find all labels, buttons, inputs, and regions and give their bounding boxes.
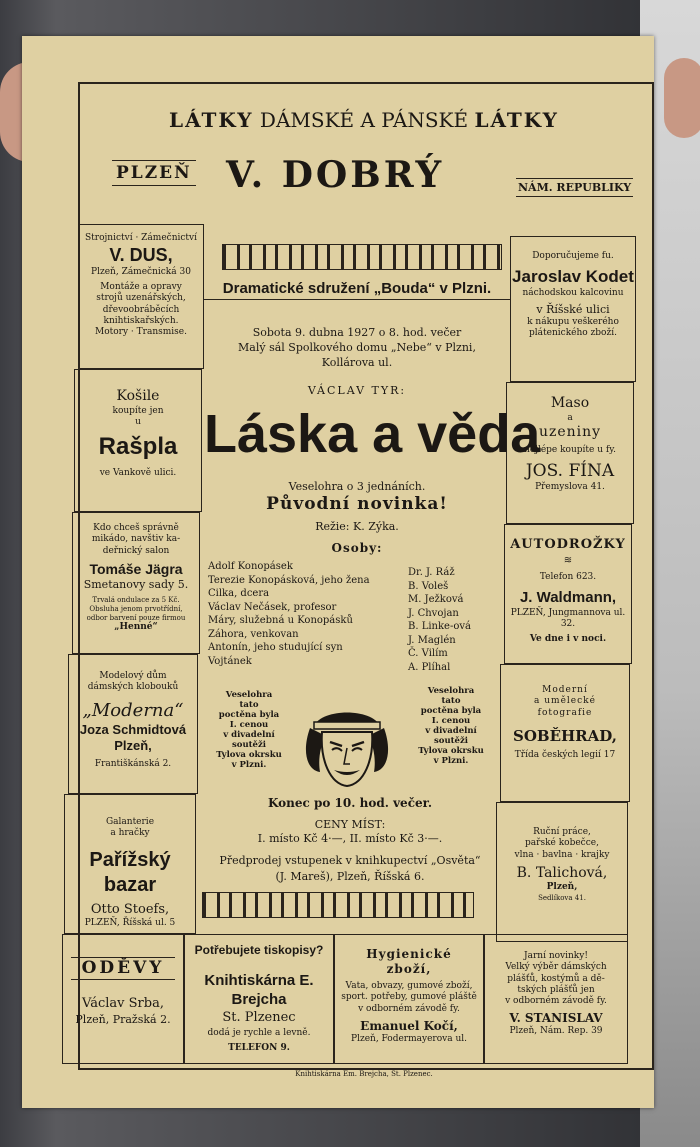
actor-item: J. Chvojan: [408, 607, 459, 619]
ad-text: PLZEŇ, Říšská ul. 5: [84, 917, 176, 928]
presale-line-1: Předprodej vstupenek v knihkupectví „Osvěta“: [219, 854, 481, 867]
ad-name: Pařížský bazar: [89, 848, 171, 896]
bottom-ornament: [202, 892, 474, 918]
play-title: Láska a věda: [204, 404, 541, 464]
ad-emanuel-koci: [334, 934, 484, 1064]
award-line: Tylova okrsku: [418, 746, 484, 756]
award-line: soutěži: [231, 740, 267, 750]
award-line: Veselohra: [225, 690, 273, 700]
ad-text: Kdo chceš správně: [93, 523, 179, 533]
ad-text: a hračky: [110, 828, 150, 839]
award-line: Tylova okrsku: [216, 750, 282, 760]
performance-street: Kollárova ul.: [321, 356, 393, 369]
ad-text: Obsluha jenom prvotřídní,: [89, 604, 183, 613]
role-item: Vojtánek: [208, 655, 252, 667]
prices: I. místo Kč 4·—, II. místo Kč 3·—.: [257, 832, 443, 845]
ad-name: JOS. FÍNA: [525, 460, 615, 481]
poster: [22, 36, 654, 1108]
ad-text: Maso: [550, 395, 590, 411]
ad-text: Moderní: [542, 685, 588, 695]
ad-v-dus: [78, 224, 204, 369]
ad-text: Košile: [116, 388, 160, 404]
ad-text: odbor barvení pouze firmou: [86, 613, 186, 622]
right-hand: [664, 58, 700, 138]
ad-text: TELEFON 9.: [228, 1043, 290, 1053]
ad-text: Plzeň, Zámečnická 30: [91, 266, 191, 277]
ad-text: ve Vankově ulici.: [99, 468, 177, 478]
role-item: Václav Nečásek, profesor: [208, 601, 337, 613]
ad-talichova: [496, 802, 628, 942]
ad-text: Montáže a opravy: [100, 282, 182, 292]
award-line: soutěži: [433, 736, 469, 746]
ad-v-stanislav: [484, 934, 628, 1064]
ad-text: pařské kobečce,: [525, 838, 599, 849]
ornament-icon: ≋: [563, 555, 573, 567]
presale-line-2: (J. Mareš), Plzeň, Říšská 6.: [275, 870, 425, 883]
award-line: v Plzni.: [231, 760, 267, 770]
printer-footer: Knihtiskárna Em. Brejcha, St. Plzenec.: [295, 1070, 433, 1078]
ad-text: Františkánská 2.: [94, 758, 172, 769]
ad-text: koupíte jen: [112, 405, 164, 416]
actor-item: Dr. J. Ráž: [408, 567, 455, 578]
ad-text: knihtiskařských.: [103, 315, 179, 326]
ad-text: sport. potřeby, gumové pláště: [341, 992, 477, 1003]
prices-title: CENY MÍST:: [314, 818, 386, 831]
ad-text: Sedlíkova 41.: [538, 893, 586, 902]
cast-actors: [408, 566, 498, 674]
ad-text: strojů uzenářských,: [96, 293, 186, 304]
ad-text: Ruční práce,: [533, 827, 591, 837]
ad-text: plátenického zboží.: [529, 327, 617, 338]
ad-raspla: [74, 369, 202, 512]
ad-text: tských plášťů jen: [517, 984, 595, 995]
play-director: Režie: K. Zýka.: [315, 520, 399, 533]
ad-jaroslav-kodet: [510, 236, 636, 382]
role-item: Cilka, dcera: [208, 588, 270, 599]
ad-text: Václav Srba,: [82, 996, 164, 1012]
ad-text: St. Plzenec: [222, 1009, 296, 1025]
role-item: Antonín, jeho studující syn: [208, 642, 343, 653]
ad-name: J. Waldmann,: [519, 589, 617, 606]
role-item: Záhora, venkovan: [208, 628, 299, 640]
ad-text: nejlépe koupíte u fy.: [524, 445, 616, 456]
ad-knihtiskarna-brejcha: [184, 934, 334, 1064]
header-fabrics-line: [78, 108, 650, 132]
ad-name: Joza Schmidtová: [79, 722, 187, 737]
ad-autodrozky: [504, 524, 632, 664]
ad-text: k nákupu veškerého: [527, 316, 619, 327]
ad-text: Plzeň, Nám. Rep. 39: [509, 1026, 603, 1037]
ad-tomas-jager: [72, 512, 200, 654]
ad-name: Potřebujete tiskopisy?: [194, 943, 324, 957]
role-item: Máry, služebná u Konopásků: [208, 615, 353, 626]
ad-text: Vata, obvazy, gumové zboží,: [345, 981, 473, 991]
ad-text: Jarní novinky!: [524, 951, 588, 961]
ad-text: dodá je rychle a levně.: [207, 1027, 311, 1038]
ad-text: mikádo, navštiv ka-: [91, 534, 181, 545]
ad-text: Přemyslova 41.: [535, 481, 605, 492]
award-line: Veselohra: [427, 686, 475, 696]
ad-text: Smetanovy sady 5.: [83, 578, 189, 592]
ad-text: uzeniny: [538, 423, 602, 440]
actor-item: A. Plíhal: [408, 661, 451, 673]
play-novelty: Původní novinka!: [266, 494, 448, 514]
award-line: v divadelní: [425, 726, 477, 736]
ad-name: zboží,: [386, 962, 432, 976]
ad-text: „Henné“: [114, 622, 158, 633]
actor-item: Č. Vilím: [408, 648, 448, 659]
ad-text: Velký výběr dámských: [505, 962, 607, 973]
cast-roles: [208, 560, 404, 668]
play-author: VÁCLAV TYR:: [307, 384, 407, 397]
header-firm: V. DOBRÝ: [226, 154, 445, 196]
ad-name: V. STANISLAV: [509, 1011, 603, 1026]
award-line: I. cenou: [431, 716, 471, 726]
award-line: v divadelní: [223, 730, 275, 740]
ad-name: Hygienické: [366, 947, 452, 961]
ad-name: Emanuel Kočí,: [360, 1018, 458, 1033]
ad-text: v Říšské ulici: [536, 302, 610, 316]
award-line: poctěna byla: [420, 706, 482, 716]
ad-text: v odborném závodě fy.: [505, 996, 607, 1006]
ad-text: Plzeň, Pražská 2.: [75, 1012, 171, 1026]
ad-text: Plzeň,: [114, 738, 152, 754]
award-line: I. cenou: [229, 720, 269, 730]
actor-item: B. Linke-ová: [408, 621, 471, 632]
ad-text: Strojnictví · Zámečnictví: [85, 233, 197, 243]
award-right: [406, 686, 496, 766]
ad-name: Knihtiskárna E. Brejcha: [204, 972, 314, 1008]
ad-sobehrad: [500, 664, 630, 802]
latky-left: LÁTKY: [169, 108, 254, 132]
ad-text: a umělecké: [534, 696, 596, 707]
end-time: Konec po 10. hod. večer.: [267, 796, 433, 810]
play-genre: Veselohra o 3 jednáních.: [288, 480, 426, 493]
actor-item: J. Maglén: [408, 634, 456, 646]
ad-name: Rašpla: [98, 433, 178, 460]
damske-panske: DÁMSKÉ A PÁNSKÉ: [259, 108, 469, 132]
ad-name: SOBĚHRAD,: [513, 726, 617, 745]
ad-name: AUTODROŽKY: [510, 537, 626, 552]
ad-text: Ve dne i v noci.: [529, 634, 607, 645]
award-left: [204, 690, 294, 770]
ad-text: Doporučujeme fu.: [532, 251, 614, 261]
ad-text: v odborném závodě fy.: [358, 1003, 460, 1014]
ad-text: fotografie: [537, 707, 593, 718]
ad-text: Modelový dům: [99, 671, 167, 681]
header-square: NÁM. REPUBLIKY: [516, 178, 633, 197]
performance-venue: Malý sál Spolkového domu „Nebe“ v Plzni,: [238, 341, 476, 354]
award-line: tato: [239, 700, 259, 710]
performance-date: Sobota 9. dubna 1927 o 8. hod. večer: [252, 326, 462, 339]
persons-heading: Osoby:: [331, 541, 383, 555]
ad-text: Otto Stoefs,: [90, 901, 170, 917]
ad-text: Galanterie: [105, 817, 155, 827]
ad-text: Třída českých legií 17: [514, 749, 616, 760]
theatre-mask-icon: [292, 700, 402, 790]
ad-text: vlna · bavlna · krajky: [514, 849, 610, 860]
ad-text: Telefon 623.: [539, 571, 597, 582]
ad-text: a: [567, 412, 573, 423]
role-item: Adolf Konopásek: [208, 561, 293, 572]
role-item: Terezie Konopásková, jeho žena: [208, 574, 370, 586]
ad-moderna: [68, 654, 198, 794]
ad-parizsky-bazar: [64, 794, 196, 934]
ad-text: Motory · Transmise.: [95, 327, 187, 337]
ad-text: Plzeň, Fodermayerova ul.: [351, 1033, 467, 1044]
ad-text: náchodskou kalcovinu: [522, 287, 624, 298]
award-line: v Plzni.: [433, 756, 469, 766]
ad-text: u: [135, 416, 141, 427]
ad-text: deřnický salon: [102, 545, 170, 556]
ad-text: Plzeň,: [546, 882, 578, 893]
ad-odevy: [62, 934, 184, 1064]
ad-text: plášťů, kostýmů a dě-: [507, 973, 605, 984]
ad-name: Tomáše Jägra: [89, 560, 183, 577]
actor-item: M. Ježková: [408, 594, 464, 605]
society-title: Dramatické sdružení „Bouda“ v Plzni.: [204, 280, 510, 300]
ad-text: dřevoobráběcích: [102, 304, 180, 315]
ad-name: ODĚVY: [71, 957, 175, 980]
ad-text: Trvalá ondulace za 5 Kč.: [92, 596, 180, 604]
award-line: poctěna byla: [218, 710, 280, 720]
header-plzen: PLZEŇ: [112, 160, 196, 186]
ad-name: Jaroslav Kodet: [512, 267, 634, 287]
award-line: tato: [441, 696, 461, 706]
ad-name: B. Talichová,: [516, 864, 608, 881]
top-ornament: [222, 244, 502, 270]
ad-text: dámských klobouků: [87, 682, 179, 693]
actor-item: B. Voleš: [408, 580, 449, 592]
latky-right: LÁTKY: [474, 108, 559, 132]
ad-text: PLZEŇ, Jungmannova ul. 32.: [510, 607, 626, 629]
ad-name: V. DUS,: [109, 245, 173, 266]
ad-name: „Moderna“: [82, 699, 184, 721]
